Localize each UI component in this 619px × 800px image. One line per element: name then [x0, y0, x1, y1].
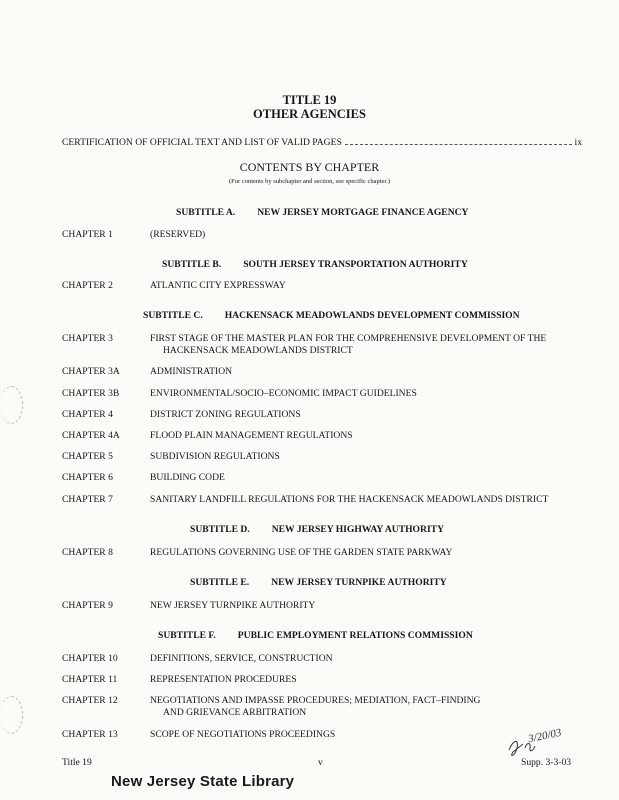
chapter-title: SUBDIVISION REGULATIONS: [150, 451, 280, 462]
subtitle-name: PUBLIC EMPLOYMENT RELATIONS COMMISSION: [237, 630, 473, 641]
library-stamp: New Jersey State Library: [111, 773, 295, 790]
title-name: OTHER AGENCIES: [253, 107, 366, 121]
subtitle-b-heading: [162, 259, 468, 270]
footer-title: Title 19: [62, 757, 92, 768]
chapter-title: REPRESENTATION PROCEDURES: [150, 674, 297, 685]
chapter-title-line1: FIRST STAGE OF THE MASTER PLAN FOR THE COMPREHENSIVE DEVELOPMENT OF THE: [150, 333, 547, 344]
subtitle-d-heading: [190, 524, 444, 535]
certification-label: CERTIFICATION OF OFFICIAL TEXT AND LIST OF VALID PAGES: [62, 137, 342, 148]
chapter-number: CHAPTER 4A: [62, 430, 120, 441]
chapter-title: NEW JERSEY TURNPIKE AUTHORITY: [150, 600, 316, 611]
chapter-title: ADMINISTRATION: [150, 366, 233, 377]
chapter-number: CHAPTER 5: [62, 451, 113, 462]
chapter-number: CHAPTER 12: [62, 695, 118, 706]
certification-page: ix: [574, 137, 582, 148]
chapter-title: DEFINITIONS, SERVICE, CONSTRUCTION: [150, 653, 333, 664]
chapter-title: ATLANTIC CITY EXPRESSWAY: [150, 280, 286, 291]
chapter-number: CHAPTER 13: [62, 729, 118, 740]
chapter-number: CHAPTER 3: [62, 333, 113, 344]
chapter-number: CHAPTER 11: [62, 674, 118, 685]
subtitle-e-heading: [190, 577, 447, 588]
contents-heading: CONTENTS BY CHAPTER: [239, 160, 380, 174]
chapter-title-line2: AND GRIEVANCE ARBITRATION: [163, 707, 307, 718]
punch-hole-mark: [0, 696, 23, 734]
chapter-title-line2: HACKENSACK MEADOWLANDS DISTRICT: [163, 345, 353, 356]
handwritten-date: 3/20/03: [527, 726, 563, 746]
subtitle-name: NEW JERSEY TURNPIKE AUTHORITY: [271, 577, 447, 588]
subtitle-name: NEW JERSEY MORTGAGE FINANCE AGENCY: [257, 207, 469, 218]
subtitle-code: SUBTITLE E.: [190, 577, 250, 588]
subtitle-code: SUBTITLE A.: [176, 207, 236, 218]
footer-supplement-date: Supp. 3-3-03: [521, 757, 572, 768]
chapter-number: CHAPTER 8: [62, 547, 113, 558]
subtitle-c-heading: [143, 310, 520, 321]
chapter-title: BUILDING CODE: [150, 472, 225, 483]
title-number: TITLE 19: [282, 93, 337, 107]
chapter-number: CHAPTER 9: [62, 600, 113, 611]
chapter-title: ENVIRONMENTAL/SOCIO–ECONOMIC IMPACT GUIDELINES: [150, 388, 417, 399]
chapter-title: [150, 333, 590, 357]
chapter-title: [150, 695, 590, 719]
chapter-number: CHAPTER 4: [62, 409, 113, 420]
subtitle-code: SUBTITLE D.: [190, 524, 250, 535]
chapter-number: CHAPTER 3A: [62, 366, 120, 377]
punch-hole-mark: [0, 386, 23, 424]
subtitle-code: SUBTITLE B.: [162, 259, 222, 270]
chapter-title-line1: NEGOTIATIONS AND IMPASSE PROCEDURES; MEDIATION, FACT–FINDING: [150, 695, 481, 706]
footer-page-number: v: [318, 757, 323, 768]
chapter-number: CHAPTER 1: [62, 229, 113, 240]
subtitle-name: SOUTH JERSEY TRANSPORTATION AUTHORITY: [243, 259, 468, 270]
leader-dashes: [345, 144, 572, 145]
chapter-number: CHAPTER 6: [62, 472, 113, 483]
chapter-number: CHAPTER 2: [62, 280, 113, 291]
certification-line: [62, 137, 582, 148]
chapter-title: DISTRICT ZONING REGULATIONS: [150, 409, 301, 420]
subtitle-code: SUBTITLE F.: [158, 630, 216, 641]
chapter-title: SANITARY LANDFILL REGULATIONS FOR THE HACKENSACK MEADOWLANDS DISTRICT: [150, 494, 549, 505]
contents-note: (For contents by subchapter and section, see specific chapter.): [229, 178, 390, 185]
chapter-title: FLOOD PLAIN MANAGEMENT REGULATIONS: [150, 430, 353, 441]
chapter-number: CHAPTER 3B: [62, 388, 120, 399]
subtitle-a-heading: [176, 207, 469, 218]
chapter-number: CHAPTER 10: [62, 653, 118, 664]
subtitle-code: SUBTITLE C.: [143, 310, 203, 321]
chapter-title: (RESERVED): [150, 229, 206, 240]
subtitle-f-heading: [158, 630, 473, 641]
chapter-title: SCOPE OF NEGOTIATIONS PROCEEDINGS: [150, 729, 336, 740]
subtitle-name: NEW JERSEY HIGHWAY AUTHORITY: [271, 524, 445, 535]
chapter-title: REGULATIONS GOVERNING USE OF THE GARDEN STATE PARKWAY: [150, 547, 453, 558]
chapter-number: CHAPTER 7: [62, 494, 113, 505]
subtitle-name: HACKENSACK MEADOWLANDS DEVELOPMENT COMMISSION: [224, 310, 520, 321]
